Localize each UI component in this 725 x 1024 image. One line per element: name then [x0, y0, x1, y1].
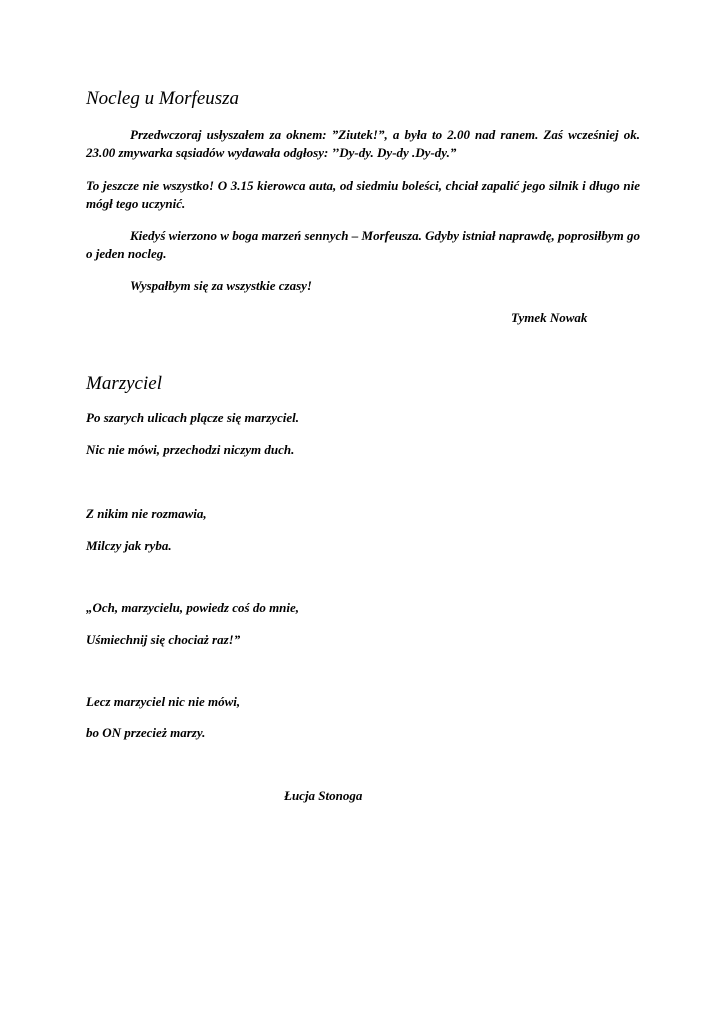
poem-line: Lecz marzyciel nic nie mówi,: [86, 694, 241, 709]
article-title: Nocleg u Morfeusza: [86, 88, 240, 109]
article-paragraph-1: Przedwczoraj usłyszałem za oknem: ”Ziutek!”, a była to 2.00 nad ranem. Zaś wcześniej ok. 23.00 zmywarka sąsiadów wydawała odgłosy: ’’Dy-dy. Dy-dy .Dy-dy.”: [86, 127, 640, 160]
article-paragraph-4: Wyspałbym się za wszystkie czasy!: [130, 278, 312, 293]
poem-author: Łucja Stonoga: [284, 788, 363, 803]
article-paragraph-3: Kiedyś wierzono w boga marzeń sennych – Morfeusza. Gdyby istniał naprawdę, poprosiłbym go o jeden nocleg.: [86, 228, 640, 261]
poem-line: Nic nie mówi, przechodzi niczym duch.: [86, 442, 295, 457]
poem-line: Z nikim nie rozmawia,: [86, 506, 207, 521]
poem-line: bo ON przecież marzy.: [86, 725, 206, 740]
poem-line: „Och, marzycielu, powiedz coś do mnie,: [86, 600, 300, 615]
poem-line: Uśmiechnij się chociaż raz!”: [86, 632, 241, 647]
article-paragraph-2: To jeszcze nie wszystko! O 3.15 kierowca auta, od siedmiu boleści, chciał zapalić jego silnik i długo nie mógł tego uczynić.: [86, 178, 640, 211]
poem-line: Po szarych ulicach plącze się marzyciel.: [86, 410, 300, 425]
poem-line: Milczy jak ryba.: [86, 538, 172, 553]
poem-title: Marzyciel: [86, 373, 162, 394]
article-author: Tymek Nowak: [511, 310, 588, 325]
